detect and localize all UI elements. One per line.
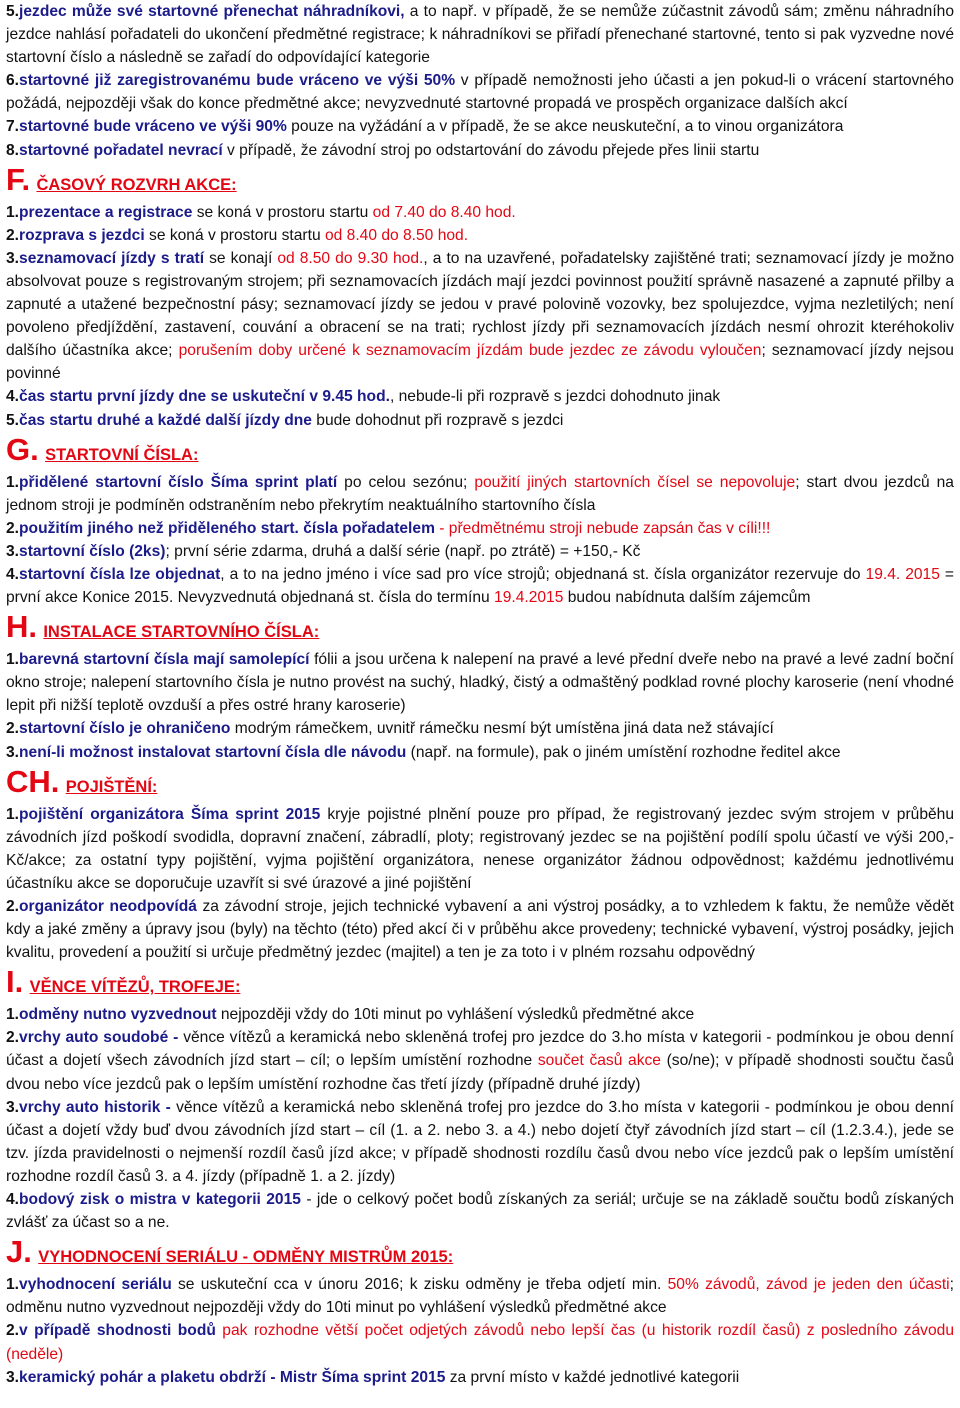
item-number: 2.	[6, 898, 20, 915]
time-range: od 7.40 do 8.40 hod.	[372, 203, 516, 221]
section-letter: F.	[6, 161, 31, 197]
section-heading-g	[6, 431, 954, 469]
paragraph-g1	[6, 471, 954, 517]
item-number: 2.	[6, 226, 20, 244]
section-heading-f	[6, 161, 954, 199]
section-title: VYHODNOCENÍ SERIÁLU - ODMĚNY MISTRŮM 2015:	[38, 1248, 454, 1267]
item-text: pouze na vyžádání a v případě, že se akce neuskuteční, a to vinou organizátora	[286, 118, 844, 136]
item-text: (so/ne); v případě shodnosti součtu časů dvou nebo více jezdců pak o lepším umístění rozhodne čas třetí jízdy (případně druhé jízdy)	[6, 1052, 954, 1093]
paragraph-g2	[6, 517, 954, 540]
item-number: 1.	[6, 473, 20, 491]
item-heading: jezdec může své startovné přenechat náhradníkovi,	[19, 3, 405, 20]
item-text: se uskuteční cca v únoru 2016; k zisku odměny je třeba odjetí min.	[171, 1276, 668, 1294]
item-text: se koná v prostoru startu	[144, 226, 325, 244]
item-text: a to např. v případě, že se nemůže zúčastnit závodů sám; změnu náhradního jezdce nahlásí pořadateli do ukončení předmětné registrace; k náhradníkovi se přiřadí přenechané startovné, tento si pak vyzvedne nové startovní číslo a následně se zařadí do odpovídající kategorie	[6, 3, 954, 67]
item-number: 7.	[6, 118, 20, 136]
item-heading: startovné pořadatel nevrací	[19, 141, 223, 159]
item-number: 1.	[6, 203, 20, 221]
item-text: po celou sezónu;	[337, 473, 475, 491]
item-text: v případě nemožnosti jeho účasti a jen pokud-li o vrácení startovného požádá, nejpozději však do konce předmětné akce; nevyzvednuté startovné propadá ve prospěch organizace dalších akcí	[6, 72, 954, 113]
section-title: VĚNCE VÍTĚZŮ, TROFEJE:	[29, 978, 241, 997]
item-heading: startovné bude vráceno ve výši 90%	[19, 118, 287, 136]
paragraph-i4	[6, 1188, 954, 1234]
item-number: 2.	[6, 519, 20, 537]
item-heading: startovní čísla lze objednat	[19, 565, 221, 583]
item-text: (např. na formule), pak o jiném umístění rozhodne ředitel akce	[406, 743, 841, 761]
paragraph-g4	[6, 563, 954, 609]
item-number: 6.	[6, 72, 20, 90]
item-heading: startovní číslo je ohraničeno	[19, 720, 231, 738]
item-heading: barevná startovní čísla mají samolepící	[19, 651, 310, 669]
paragraph-ch1	[6, 803, 954, 895]
date-text: 19.4.2015	[494, 589, 564, 607]
item-text: ; seznamovací jízdy nejsou povinné	[6, 342, 954, 383]
paragraph-i1	[6, 1003, 954, 1026]
item-text: věnce vítězů a keramická nebo skleněná trofej pro jezdce do 3.ho místa v kategorii - podmínkou je obou denní účast a dojetí vždy buď dvou závodních jízd start – cíl (1. a 2. nebo 3. a 4.) nebo dojetí čtyř závodních jízd start – cíl (1.2.3.4.), jede se tzv. jízda pravidelnosti o nejmenší rozdíl časů jízd akce; v případě shodnosti rozdílu časů dvou nebo více jezdců pak o lepším umístění rozhodne rozdíl časů 3. a 4. jízdy (případně 1. a 2. jízdy)	[6, 1098, 954, 1185]
item-heading: seznamovací jízdy s tratí	[19, 249, 205, 267]
section-letter: J.	[6, 1234, 32, 1270]
item-text: , a to na jedno jméno i více sad pro více strojů; objednaná st. čísla organizátor rezervuje do	[220, 565, 866, 583]
item-number: 3.	[6, 1368, 20, 1386]
section-letter: G.	[6, 431, 39, 467]
section-title: STARTOVNÍ ČÍSLA:	[45, 445, 199, 464]
item-text: ; start dvou jezdců na jednom stroji je podmíněn odstraněním nebo překrytím neaktuálního startovního čísla	[6, 473, 954, 514]
paragraph-f4	[6, 385, 954, 408]
item-heading: vrchy auto soudobé -	[19, 1029, 179, 1047]
paragraph-e6	[6, 69, 954, 115]
item-number: 2.	[6, 720, 20, 738]
item-number: 3.	[6, 1098, 20, 1116]
paragraph-e5	[6, 0, 954, 69]
paragraph-i2	[6, 1026, 954, 1095]
item-heading: v případě shodnosti bodů	[19, 1322, 216, 1340]
section-heading-j	[6, 1234, 954, 1271]
item-number: 3.	[6, 743, 20, 761]
section-letter: H.	[6, 609, 37, 645]
time-range: od 8.40 do 8.50 hod.	[324, 226, 469, 244]
item-number: 1.	[6, 805, 20, 823]
paragraph-j3	[6, 1366, 954, 1389]
paragraph-e8	[6, 139, 954, 162]
section-title: INSTALACE STARTOVNÍHO ČÍSLA:	[43, 623, 320, 642]
item-text: , nebude-li při rozpravě s jezdci dohodnuto jinak	[389, 388, 721, 406]
warning-text: použití jiných startovních čísel se nepovoluje	[474, 473, 796, 491]
item-number: 4.	[6, 1191, 20, 1209]
item-number: 1.	[6, 1006, 20, 1024]
item-heading: rozprava s jezdci	[19, 226, 145, 244]
section-title: ČASOVÝ ROZVRH AKCE:	[36, 175, 237, 194]
item-heading: prezentace a registrace	[19, 203, 193, 221]
item-heading: startovní číslo (2ks)	[19, 542, 166, 560]
item-heading: odměny nutno vyzvednout	[19, 1006, 217, 1024]
item-number: 5.	[6, 3, 20, 20]
highlight-text: součet časů akce	[537, 1052, 661, 1070]
paragraph-h3	[6, 741, 954, 764]
item-number: 2.	[6, 1322, 20, 1340]
item-text: kryje pojistné plnění pouze pro případ, že registrovaný jezdec svým strojem v průběhu závodních jízd poškodí svodidla, dopravní značení, zábradlí, ploty; registrovaný jezdec se na pojištění podílí spolu účastí ve výši 200,- Kč/akce; za ostatní typy pojištění, vyjma pojištění organizátora, nenese organizátor žádnou odpovědnost; každému jednotlivému účastníku akce se doporučuje uzavřít si své úrazové a jiné pojištění	[6, 805, 955, 892]
item-text: se konají	[204, 249, 278, 267]
item-text: za závodní stroje, jejich technické vybavení a ani výstroj posádky, a to vzhledem k faktu, že nemůže vědět kdy a jaké změny a úpravy jsou (byly) na těchto (této) před akcí či v průběhu akce provedeny; technické vybavení, výstroj posádky, jejich kvalitu, provedení a použití si určuje předmětný jezdec (majitel) a ten je za toto i v plném rozsahu odpovědný	[6, 898, 954, 962]
item-heading: vyhodnocení seriálu	[19, 1276, 172, 1294]
item-heading: pojištění organizátora Šíma sprint 2015	[19, 805, 321, 823]
paragraph-h1	[6, 648, 954, 717]
paragraph-ch2	[6, 895, 954, 964]
highlight-text: pak rozhodne větší počet odjetých závodů nebo lepší čas (u historik rozdíl časů) z posledního závodu (neděle)	[6, 1322, 954, 1363]
paragraph-f1	[6, 201, 954, 224]
item-number: 4.	[6, 565, 20, 583]
item-number: 8.	[6, 141, 20, 159]
item-heading: keramický pohár a plaketu obdrží - Mistr Šíma sprint 2015	[19, 1368, 446, 1386]
item-number: 3.	[6, 249, 20, 267]
item-text: nejpozději vždy do 10ti minut po vyhlášení výsledků předmětné akce	[216, 1006, 695, 1024]
item-text: = první akce Konice 2015. Nevyzvednutá objednaná st. čísla do termínu	[6, 565, 954, 607]
item-number: 4.	[6, 388, 20, 406]
section-letter: I.	[6, 964, 24, 1000]
item-text: bude dohodnut při rozpravě s jezdci	[311, 411, 564, 429]
item-text: ; první série zdarma, druhá a další série (např. po ztrátě) = +150,- Kč	[165, 542, 641, 560]
item-heading: přidělené startovní číslo Šíma sprint platí	[19, 473, 338, 491]
paragraph-g3	[6, 540, 954, 563]
section-heading-i	[6, 964, 954, 1001]
section-heading-h	[6, 609, 954, 646]
item-text: ; odměnu nutno vyzvednout nejpozději vždy do 10ti minut po vyhlášení výsledků předmětné akce	[6, 1276, 954, 1317]
item-number: 2.	[6, 1029, 20, 1047]
item-text: se koná v prostoru startu	[192, 203, 373, 221]
paragraph-e7	[6, 115, 954, 138]
paragraph-h2	[6, 717, 954, 740]
item-number: 1.	[6, 651, 20, 669]
item-heading: vrchy auto historik -	[19, 1098, 171, 1116]
item-text: , a to na uzavřené, pořadatelsky zajištěné trati; seznamovací jízdy je možno absolvovat pouze s registrovaným strojem; při seznamovacích jízdách mají jezdci povinnost použití správně nasazené a zapnuté přilby a zapnuté a utažené bezpečnostní pásy; seznamovací jízdy se jedou v pravé polovině vozovky, bez spolujezdce, vyjma nezletilých; není povoleno předjíždění, zastavení, couvání a obracení se na trati; rychlost jízdy při seznamovacích jízdách nesmí ohrozit kteréhokoliv dalšího účastníka akce;	[6, 249, 954, 360]
item-text: fólii a jsou určena k nalepení na pravé a levé přední dveře nebo na pravé a levé zadní boční okno stroje; nalepení startovního čísla je nutno provést na suchý, hladký, čistý a odmaštěný podklad rovné plochy karoserie (není vhodné lepit při nižší teplotě ovzduší a přes ostré hrany karoserie)	[6, 651, 954, 715]
item-text: budou nabídnuta dalším zájemcům	[563, 589, 811, 607]
item-heading: čas startu druhé a každé další jízdy dne	[19, 411, 312, 429]
item-number: 5.	[6, 411, 20, 429]
item-text: modrým rámečkem, uvnitř rámečku nesmí být umístěna jiná data než stávající	[230, 720, 774, 738]
highlight-text: 50% závodů, závod je jeden den účasti	[667, 1276, 950, 1294]
paragraph-f3	[6, 247, 954, 386]
item-heading: organizátor neodpovídá	[19, 898, 197, 915]
item-number: 3.	[6, 542, 20, 560]
paragraph-f5	[6, 409, 954, 432]
paragraph-i3	[6, 1096, 954, 1188]
item-text: věnce vítězů a keramická nebo skleněná trofej pro jezdce do 3.ho místa v kategorii - podmínkou je obou denní účast a dojetí všech závodních jízd start – cíl; o lepším umístění rozhodne	[6, 1029, 954, 1070]
date-text: 19.4. 2015	[865, 565, 940, 583]
section-title: POJIŠTĚNÍ:	[65, 777, 158, 796]
paragraph-j2	[6, 1319, 954, 1365]
item-number: 1.	[6, 1276, 20, 1294]
paragraph-j1	[6, 1273, 954, 1319]
section-letter: CH.	[6, 763, 60, 799]
item-heading: bodový zisk o mistra v kategorii 2015	[19, 1191, 301, 1209]
warning-text: - předmětnému stroji nebude zapsán čas v cíli!!!	[434, 519, 771, 537]
section-heading-ch	[6, 763, 954, 801]
item-heading: není-li možnost instalovat startovní čísla dle návodu	[19, 743, 407, 761]
item-heading: startovné již zaregistrovanému bude vráceno ve výši 50%	[19, 72, 456, 90]
warning-text: porušením doby určené k seznamovacím jízdám bude jezdec ze závodu vyloučen	[178, 342, 762, 360]
time-range: od 8.50 do 9.30 hod.	[277, 249, 424, 267]
item-heading: použitím jiného než přiděleného start. čísla pořadatelem	[19, 519, 435, 537]
item-text: - jde o celkový počet bodů získaných za seriál; určuje se na základě součtu bodů získaných zvlášť za účast so a ne.	[6, 1191, 954, 1232]
item-heading: čas startu první jízdy dne se uskuteční v 9.45 hod.	[19, 388, 390, 406]
paragraph-f2	[6, 224, 954, 247]
item-text: v případě, že závodní stroj po odstartování do závodu přejede přes linii startu	[222, 141, 760, 159]
item-text: za první místo v každé jednotlivé kategorii	[445, 1368, 740, 1386]
